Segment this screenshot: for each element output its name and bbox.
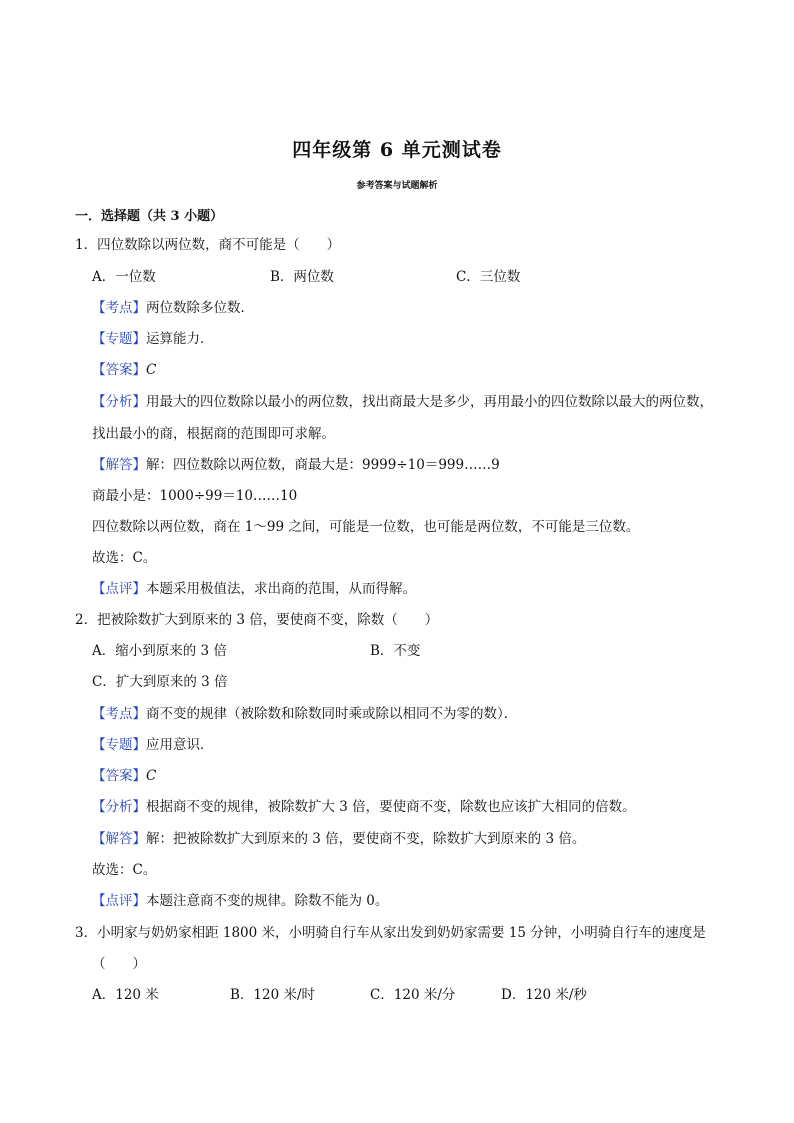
page-subtitle: 参考答案与试题解析 xyxy=(356,181,438,191)
page-title: 四年级第 6 单元测试卷 xyxy=(292,139,502,161)
jieda-text-1: 解：四位数除以两位数，商最大是：9999÷10＝999……9 xyxy=(146,457,500,473)
jieda-tag: 【解答】 xyxy=(92,831,146,847)
q2-daan xyxy=(92,767,156,785)
dianping-tag: 【点评】 xyxy=(92,581,146,597)
q3-answer-paren: （ ） xyxy=(92,956,146,972)
q2-stem: 2．把被除数扩大到原来的 3 倍，要使商不变，除数（ ） xyxy=(75,612,439,628)
q1-fenxi-line1 xyxy=(92,393,713,411)
kaodian-tag: 【考点】 xyxy=(92,300,146,316)
zhuanti-tag: 【专题】 xyxy=(92,737,146,753)
q1-stem: 1．四位数除以两位数，商不可能是（ ） xyxy=(75,237,341,253)
fenxi-tag: 【分析】 xyxy=(92,394,146,410)
q2-guxuan: 故选：C。 xyxy=(92,862,157,878)
q1-option-a: A．一位数 xyxy=(92,269,156,285)
q2-dianping xyxy=(92,892,388,910)
q2-fenxi xyxy=(92,798,636,816)
q3-option-c: C．120 米/分 xyxy=(370,987,456,1003)
q2-option-b: B．不变 xyxy=(370,643,421,659)
jieda-text: 解：把被除数扩大到原来的 3 倍，要使商不变，除数扩大到原来的 3 倍。 xyxy=(146,831,586,847)
daan-text: C xyxy=(146,768,157,784)
q3-option-a: A．120 米 xyxy=(92,987,159,1003)
jieda-tag: 【解答】 xyxy=(92,457,146,473)
fenxi-text: 根据商不变的规律，被除数扩大 3 倍，要使商不变，除数也应该扩大相同的倍数。 xyxy=(146,799,636,815)
q1-daan xyxy=(92,361,156,379)
q2-jieda xyxy=(92,830,585,848)
daan-tag: 【答案】 xyxy=(92,768,146,784)
q2-kaodian xyxy=(92,705,517,723)
zhuanti-text: 运算能力． xyxy=(146,331,214,347)
dianping-text: 本题采用极值法，求出商的范围，从而得解。 xyxy=(146,581,416,597)
kaodian-text: 商不变的规律（被除数和除数同时乘或除以相同不为零的数）． xyxy=(146,706,518,722)
q1-jieda-line1 xyxy=(92,456,500,474)
q1-kaodian xyxy=(92,299,254,317)
kaodian-tag: 【考点】 xyxy=(92,706,146,722)
q1-dianping xyxy=(92,580,416,598)
zhuanti-text: 应用意识． xyxy=(146,737,214,753)
q2-option-c: C．扩大到原来的 3 倍 xyxy=(92,674,228,690)
q2-zhuanti xyxy=(92,736,214,754)
section-heading: 一．选择题（共 3 小题） xyxy=(75,209,224,224)
dianping-tag: 【点评】 xyxy=(92,893,146,909)
q3-option-d: D．120 米/秒 xyxy=(501,987,587,1003)
daan-text: C xyxy=(146,362,157,378)
kaodian-text: 两位数除多位数． xyxy=(146,300,254,316)
fenxi-text-1: 用最大的四位数除以最小的两位数，找出商最大是多少，再用最小的四位数除以最大的两位数， xyxy=(146,394,713,410)
q1-zhuanti xyxy=(92,330,214,348)
q1-guxuan: 故选：C。 xyxy=(92,550,157,566)
q1-jieda-line3: 四位数除以两位数，商在 1～99 之间，可能是一位数，也可能是两位数，不可能是三位数。 xyxy=(92,519,640,535)
dianping-text: 本题注意商不变的规律。除数不能为 0。 xyxy=(146,893,389,909)
q1-option-c: C．三位数 xyxy=(456,269,521,285)
q1-fenxi-line2: 找出最小的商，根据商的范围即可求解。 xyxy=(92,426,335,442)
fenxi-tag: 【分析】 xyxy=(92,799,146,815)
q2-option-a: A．缩小到原来的 3 倍 xyxy=(92,643,227,659)
q1-option-b: B．两位数 xyxy=(270,269,334,285)
q3-option-b: B．120 米/时 xyxy=(230,987,316,1003)
q1-jieda-line2: 商最小是：1000÷99＝10……10 xyxy=(92,488,298,504)
q3-stem: 3．小明家与奶奶家相距 1800 米，小明骑自行车从家出发到奶奶家需要 15 分钟，小明骑自行车的速度是 xyxy=(75,925,706,941)
daan-tag: 【答案】 xyxy=(92,362,146,378)
zhuanti-tag: 【专题】 xyxy=(92,331,146,347)
